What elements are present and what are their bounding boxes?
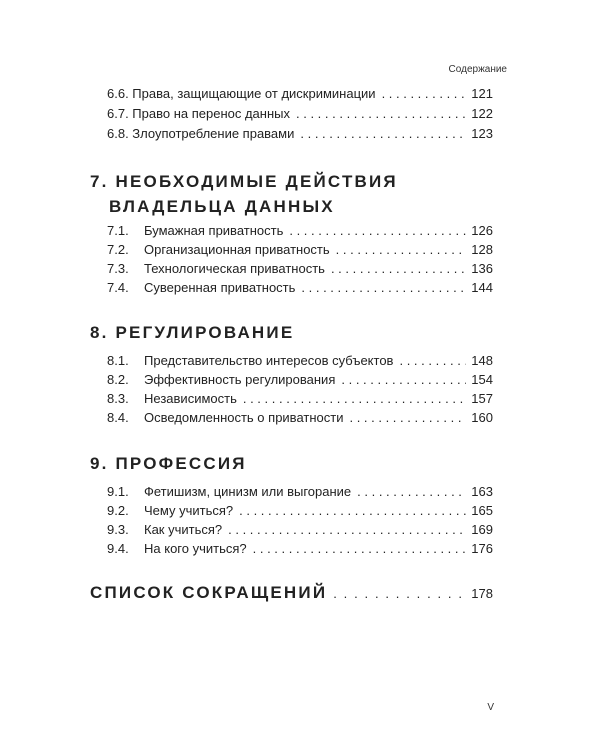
running-head: Содержание [448, 64, 507, 75]
toc-entry-title: 6.6. Права, защищающие от дискриминации [107, 86, 376, 101]
toc-entry-number: 8.4. [107, 410, 129, 425]
toc-entry-title: На кого учиться? [144, 541, 247, 556]
toc-entry-title: Технологическая приватность [144, 261, 325, 276]
toc-entry-number: 7.2. [107, 242, 129, 257]
toc-entry-9-1[interactable] [107, 482, 493, 501]
dot-leader [357, 482, 466, 501]
dot-leader [228, 520, 466, 539]
toc-entry-7-4[interactable] [107, 278, 493, 297]
toc-entry-page: 136 [471, 261, 493, 276]
toc-entry-6-6[interactable] [107, 84, 493, 103]
toc-entry-6-7[interactable] [107, 104, 493, 123]
dot-leader [239, 501, 466, 520]
chapter-7-title-line1[interactable]: 7. НЕОБХОДИМЫЕ ДЕЙСТВИЯ [90, 172, 398, 191]
dot-leader [336, 240, 467, 259]
toc-entry-7-3[interactable] [107, 259, 493, 278]
toc-entry-number: 8.3. [107, 391, 129, 406]
toc-entry-page: 165 [471, 503, 493, 518]
toc-entry-title: Эффективность регулирования [144, 372, 336, 387]
toc-entry-number: 9.4. [107, 541, 129, 556]
abbreviations-page: 178 [471, 586, 493, 601]
toc-entry-title: Фетишизм, цинизм или выгорание [144, 484, 352, 499]
toc-entry-page: 163 [471, 484, 493, 499]
toc-entry-9-3[interactable] [107, 520, 493, 539]
toc-entry-9-4[interactable] [107, 539, 493, 558]
toc-entry-page: 144 [471, 280, 493, 295]
toc-entry-page: 169 [471, 522, 493, 537]
toc-entry-number: 7.3. [107, 261, 129, 276]
toc-entry-title: Организационная приватность [144, 242, 330, 257]
dot-leader [349, 408, 466, 427]
dot-leader [243, 389, 466, 408]
toc-entry-8-3[interactable] [107, 389, 493, 408]
dot-leader [296, 104, 466, 123]
toc-entry-page: 122 [471, 106, 493, 121]
toc-entry-page: 176 [471, 541, 493, 556]
toc-entry-6-8[interactable] [107, 124, 493, 143]
toc-entry-number: 8.2. [107, 372, 129, 387]
dot-leader [301, 278, 466, 297]
page-number: V [487, 702, 494, 713]
toc-entry-number: 8.1. [107, 353, 129, 368]
toc-entry-title: Суверенная приватность [144, 280, 296, 295]
toc-entry-title: Осведомленность о приватности [144, 410, 344, 425]
toc-entry-title: Бумажная приватность [144, 223, 284, 238]
toc-entry-title: Представительство интересов субъектов [144, 353, 394, 368]
dot-leader [331, 259, 466, 278]
toc-entry-8-2[interactable] [107, 370, 493, 389]
toc-entry-page: 128 [471, 242, 493, 257]
abbreviations-title: СПИСОК СОКРАЩЕНИЙ [90, 583, 328, 602]
dot-leader [300, 124, 466, 143]
toc-entry-number: 9.1. [107, 484, 129, 499]
dot-leader [399, 351, 466, 370]
chapter-7-title-line2[interactable]: ВЛАДЕЛЬЦА ДАННЫХ [109, 197, 335, 216]
chapter-9-title[interactable]: 9. ПРОФЕССИЯ [90, 454, 247, 473]
toc-entry-title: 6.7. Право на перенос данных [107, 106, 290, 121]
toc-entry-number: 7.4. [107, 280, 129, 295]
toc-entry-abbreviations[interactable] [90, 581, 493, 605]
toc-entry-number: 9.2. [107, 503, 129, 518]
toc-entry-page: 148 [471, 353, 493, 368]
toc-entry-number: 9.3. [107, 522, 129, 537]
toc-entry-page: 121 [471, 86, 493, 101]
dot-leader [253, 539, 467, 558]
chapter-8-title[interactable]: 8. РЕГУЛИРОВАНИЕ [90, 323, 295, 342]
toc-entry-7-1[interactable] [107, 221, 493, 240]
toc-entry-number: 7.1. [107, 223, 129, 238]
toc-entry-title: Как учиться? [144, 522, 223, 537]
toc-entry-7-2[interactable] [107, 240, 493, 259]
dot-leader [333, 586, 461, 601]
toc-entry-8-1[interactable] [107, 351, 493, 370]
toc-entry-page: 157 [471, 391, 493, 406]
toc-entry-title: Чему учиться? [144, 503, 234, 518]
toc-entry-9-2[interactable] [107, 501, 493, 520]
dot-leader [341, 370, 466, 389]
toc-entry-8-4[interactable] [107, 408, 493, 427]
toc-entry-page: 123 [471, 126, 493, 141]
toc-entry-title: Независимость [144, 391, 237, 406]
dot-leader [289, 221, 466, 240]
toc-entry-page: 154 [471, 372, 493, 387]
dot-leader [382, 84, 467, 103]
toc-entry-page: 126 [471, 223, 493, 238]
toc-entry-title: 6.8. Злоупотребление правами [107, 126, 295, 141]
toc-entry-page: 160 [471, 410, 493, 425]
